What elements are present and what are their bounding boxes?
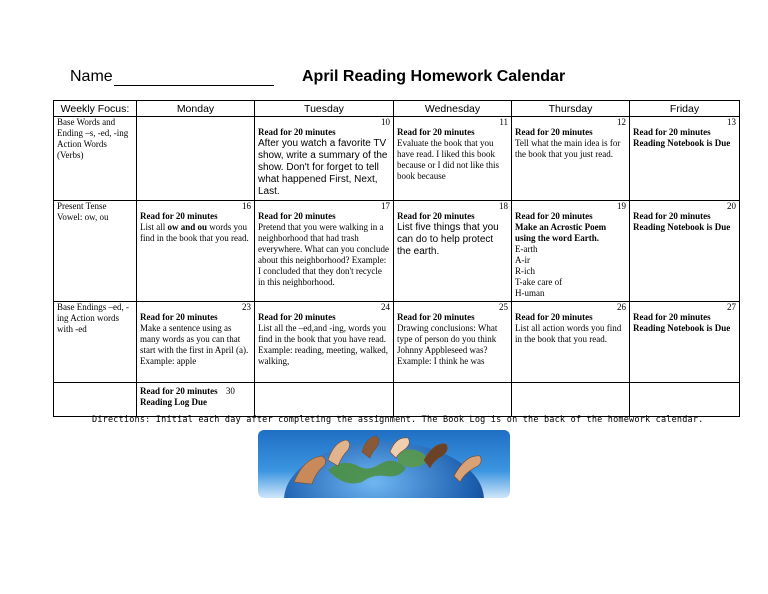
- day-number: 11: [499, 117, 508, 127]
- assignment-emphasis: ow and ou: [167, 222, 208, 232]
- day-number: 19: [617, 201, 626, 211]
- column-header-thursday: Thursday: [512, 101, 630, 117]
- day-cell: [394, 302, 512, 383]
- day-number: 25: [499, 302, 508, 312]
- assignment-text: Evaluate the book that you have read. I liked this book because or I did not like this book because: [397, 138, 499, 181]
- globe-hands-icon: [258, 430, 510, 498]
- day-cell: [512, 117, 630, 201]
- day-cell: [137, 201, 255, 302]
- day-cell: [137, 302, 255, 383]
- day-number: 17: [381, 201, 390, 211]
- assignment-text: After you watch a favorite TV show, write a summary of the show. Don't for forget to tell what happened First, Next, Last.: [258, 138, 388, 197]
- read-instruction: Read for 20 minutes: [633, 312, 711, 322]
- assignment-text: Reading Notebook is Due: [633, 138, 731, 148]
- directions-text: Directions: Initial each day after completing the assignment. The Book Log is on the back of the homework calendar.: [92, 415, 704, 425]
- table-row: [54, 201, 740, 302]
- day-cell: [137, 383, 255, 417]
- read-instruction: Read for 20 minutes: [633, 211, 711, 221]
- globe-hands-image: [258, 430, 510, 498]
- assignment-text: Make an Acrostic Poem using the word Earth.: [515, 222, 607, 243]
- read-instruction: Read for 20 minutes: [140, 312, 218, 322]
- assignment-text: Reading Notebook is Due: [633, 323, 731, 333]
- column-header-focus: Weekly Focus:: [54, 101, 137, 117]
- table-row: [54, 117, 740, 201]
- header-row: [54, 101, 740, 117]
- day-cell: [255, 201, 394, 302]
- day-number: 13: [727, 117, 736, 127]
- assignment-text: List all: [140, 222, 168, 232]
- day-number: 26: [617, 302, 626, 312]
- day-cell: [630, 302, 740, 383]
- homework-calendar-table: [53, 100, 740, 417]
- focus-text: Base Words and Ending –s, -ed, -ing Action Words (Verbs): [57, 117, 129, 160]
- day-number: 12: [617, 117, 626, 127]
- day-cell: [512, 383, 630, 417]
- read-instruction: Read for 20 minutes: [515, 211, 593, 221]
- page-header: [70, 68, 690, 92]
- day-cell: [630, 383, 740, 417]
- day-number: 30: [225, 386, 235, 396]
- assignment-text: Reading Notebook is Due: [633, 222, 731, 232]
- day-number: 18: [499, 201, 508, 211]
- focus-cell: [54, 383, 137, 417]
- column-header-tuesday: Tuesday: [255, 101, 394, 117]
- acrostic-line: E-arth: [515, 244, 538, 254]
- day-cell: [255, 383, 394, 417]
- day-number: 10: [381, 117, 390, 127]
- day-cell: [255, 302, 394, 383]
- table-row: [54, 383, 740, 417]
- acrostic-line: A-ir: [515, 255, 530, 265]
- column-header-wednesday: Wednesday: [394, 101, 512, 117]
- table-row: [54, 302, 740, 383]
- day-number: 27: [727, 302, 736, 312]
- focus-cell: [54, 201, 137, 302]
- column-header-monday: Monday: [137, 101, 255, 117]
- read-instruction: Read for 20 minutes: [397, 211, 475, 221]
- day-cell: [630, 201, 740, 302]
- read-instruction: Read for 20 minutes: [258, 312, 336, 322]
- day-cell: [512, 302, 630, 383]
- day-cell: [137, 117, 255, 201]
- acrostic-line: H-uman: [515, 288, 545, 298]
- column-header-friday: Friday: [630, 101, 740, 117]
- name-label: Name: [70, 68, 113, 85]
- page-title: April Reading Homework Calendar: [302, 68, 566, 85]
- day-cell: [630, 117, 740, 201]
- read-instruction: Read for 20 minutes: [397, 127, 475, 137]
- focus-text: Base Endings –ed, -ing Action words with -ed: [57, 302, 129, 334]
- day-number: 23: [242, 302, 251, 312]
- day-cell: [394, 383, 512, 417]
- assignment-text: Reading Log Due: [140, 397, 208, 407]
- read-instruction: Read for 20 minutes: [258, 127, 336, 137]
- read-instruction: Read for 20 minutes: [397, 312, 475, 322]
- focus-cell: [54, 302, 137, 383]
- day-cell: [394, 201, 512, 302]
- assignment-text: Tell what the main idea is for the book that you just read.: [515, 138, 621, 159]
- assignment-text: List all the –ed,and -ing, words you find in the book that you have read. Example: reading, meeting, walked, walking,: [258, 323, 388, 366]
- read-instruction: Read for 20 minutes: [515, 312, 593, 322]
- read-instruction: Read for 20 minutes: [258, 211, 336, 221]
- day-cell: [512, 201, 630, 302]
- day-number: 20: [727, 201, 736, 211]
- focus-text: Present Tense Vowel: ow, ou: [57, 201, 109, 222]
- read-instruction: Read for 20 minutes: [140, 386, 218, 396]
- assignment-text: List all action words you find in the book that you read.: [515, 323, 622, 344]
- assignment-text: Drawing conclusions: What type of person do you think Johnny Appbleseed was? Example: I think he was: [397, 323, 498, 366]
- day-cell: [394, 117, 512, 201]
- assignment-text: words you find in the book that you read.: [140, 222, 249, 243]
- day-number: 24: [381, 302, 390, 312]
- acrostic-line: R-ich: [515, 266, 535, 276]
- read-instruction: Read for 20 minutes: [633, 127, 711, 137]
- read-instruction: Read for 20 minutes: [515, 127, 593, 137]
- day-number: 16: [242, 201, 251, 211]
- focus-cell: [54, 117, 137, 201]
- name-blank-line: [114, 85, 274, 86]
- assignment-text: Make a sentence using as many words as you can that start with the first in April (a). Example: apple: [140, 323, 249, 366]
- assignment-text: List five things that you can do to help protect the earth.: [397, 222, 499, 257]
- assignment-text: Pretend that you were walking in a neighborhood that had trash everywhere. What can you conclude about this neighborhood? Example: I concluded that they don't recycle in this neighborhood.: [258, 222, 390, 287]
- day-cell: [255, 117, 394, 201]
- read-instruction: Read for 20 minutes: [140, 211, 218, 221]
- acrostic-line: T-ake care of: [515, 277, 563, 287]
